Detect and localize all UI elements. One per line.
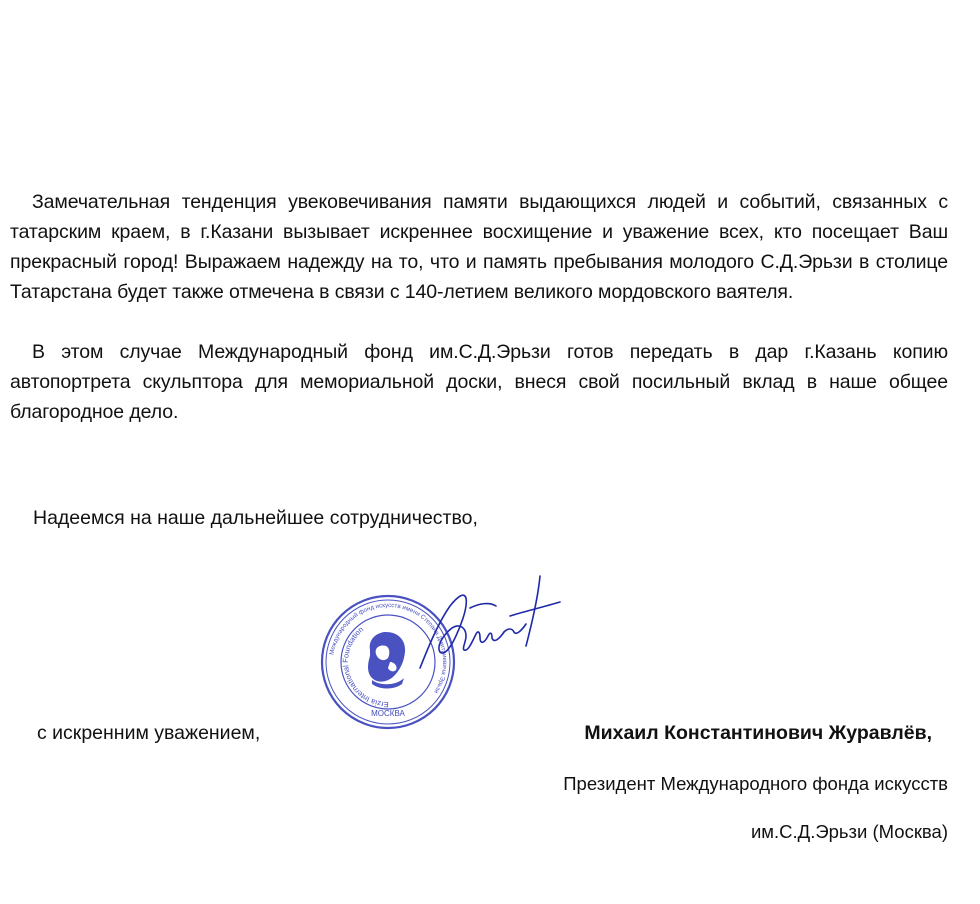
closing-line: с искренним уважением, — [37, 722, 261, 744]
stamp-portrait-icon — [368, 632, 405, 689]
letter-paragraph-2: В этом случае Международный фонд им.С.Д.Эрьзи готов передать в дар г.Казань копию автопортрета скульптора для мемориальной доски, внеся свой посильный вклад в наше общее благородное дело. — [10, 341, 948, 423]
signer-name: Михаил Константинович Журавлёв, — [584, 722, 932, 744]
signer-title-line-1: Президент Международного фонда искусств — [563, 773, 948, 794]
letter-paragraph-1: Замечательная тенденция увековечивания памяти выдающихся людей и событий, связанных с татарским краем, в г.Казани вызывает искреннее восхищение и уважение всех, кто посещает Ваш прекрасный город! Выражаем надежду на то, что и память пребывания молодого С.Д.Эрьзи в столице Татарстана будет также отмечена в связи с 140-летием великого мордовского ваятеля. — [10, 191, 948, 303]
stamp-bottom-text: МОСКВА — [371, 709, 405, 718]
stamp-outer-text: Международный фонд искусств имени Степана Дмитриевича Эрьзи — [328, 601, 449, 695]
signer-title-line-2: им.С.Д.Эрьзи (Москва) — [750, 821, 948, 842]
handwritten-signature — [410, 568, 570, 683]
stamp-inner-text: Erzia International Foundation — [340, 624, 389, 710]
hope-line: Надеемся на наше дальнейшее сотрудничество, — [33, 507, 478, 529]
